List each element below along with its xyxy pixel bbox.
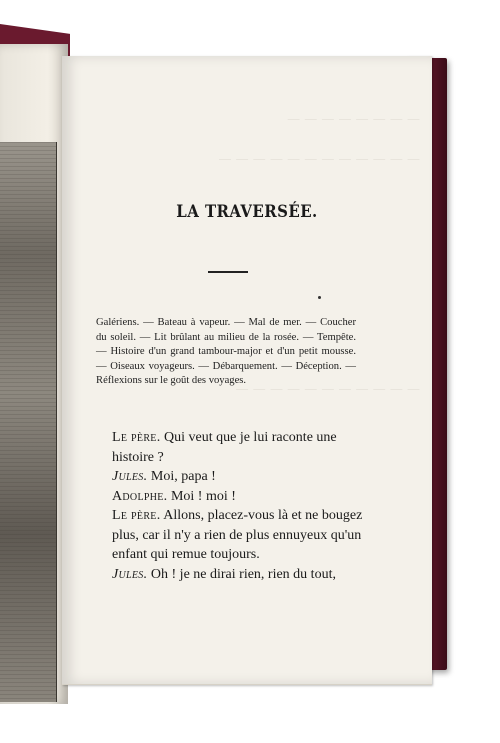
dialogue-text	[112, 428, 374, 584]
dialogue-line	[112, 565, 374, 585]
engraving-illustration	[0, 142, 57, 702]
line-text: Allons, placez-vous là et ne bougez plus, car il n'y a rien de plus ennuyeux qu'un enfant qui remue toujours.	[112, 508, 363, 562]
line-text: Moi, papa !	[150, 469, 216, 484]
chapter-title: LA TRAVERSÉE.	[176, 202, 318, 222]
show-through-text: — — — — — — — — — — — —	[218, 152, 420, 167]
speaker-name: Le père.	[112, 430, 161, 445]
speaker-name: Jules.	[112, 566, 148, 582]
line-text: Moi ! moi !	[170, 488, 236, 504]
ink-speck	[318, 296, 321, 299]
line-text: Oh ! je ne dirai rien, rien du tout,	[150, 566, 336, 582]
chapter-summary: Galériens. — Bateau à vapeur. — Mal de mer. — Coucher du soleil. — Lit brûlant au milieu de la rosée. — Tempête. — Histoire d'un grand tambour-major et d'un petit mousse. — Oiseaux voyageurs. — Débarquement. — Déception. — Réflexions sur le goût des voyages.	[96, 317, 356, 386]
speaker-name: Le père.	[112, 508, 161, 523]
title-rule	[208, 271, 248, 273]
dialogue-line	[112, 506, 374, 565]
left-page	[0, 44, 68, 704]
show-through-text: — — — — — — — — — — —	[235, 382, 420, 397]
dialogue-line	[112, 467, 374, 487]
dialogue-line	[112, 428, 374, 467]
dialogue-line	[112, 487, 374, 507]
speaker-name: Jules.	[112, 469, 148, 484]
line-text: Qui veut que je lui raconte une histoire ?	[112, 430, 337, 465]
show-through-text: — — — — — — — —	[287, 112, 420, 127]
speaker-name: Adolphe.	[112, 488, 168, 504]
